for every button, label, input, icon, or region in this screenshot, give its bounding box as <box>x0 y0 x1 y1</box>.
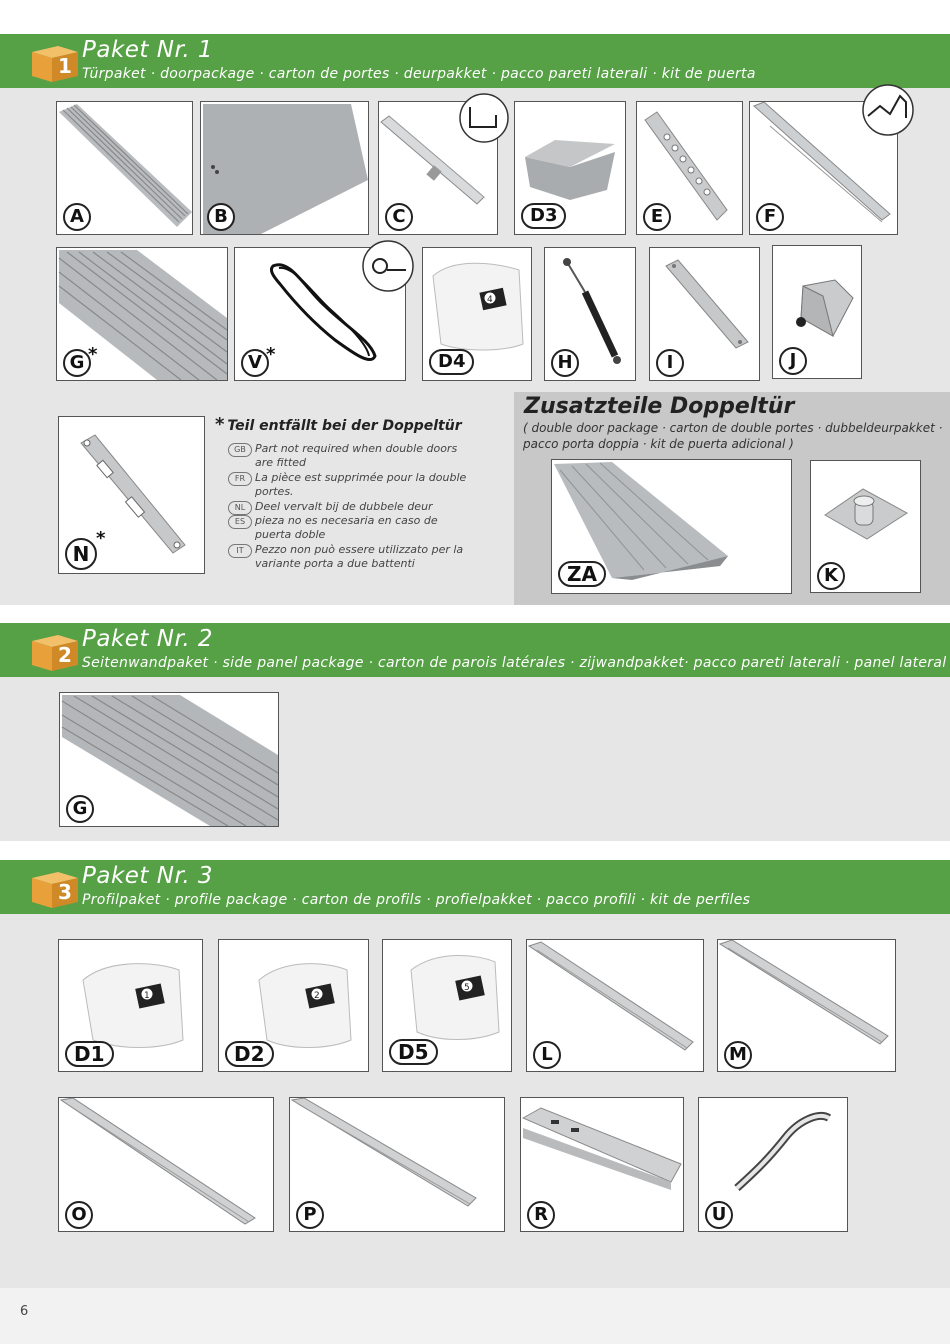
part-g-side-card <box>59 692 279 827</box>
section-2-subtitle: Seitenwandpaket · side panel package · carton de parois latérales · zijwandpakket· pacco pareti laterali · panel lateral <box>82 655 947 671</box>
svg-text:1: 1 <box>58 54 72 78</box>
part-d5-card <box>382 939 512 1072</box>
package-box-icon <box>28 42 80 84</box>
part-label-r: R <box>527 1201 555 1229</box>
part-label-u: U <box>705 1201 733 1229</box>
part-label-g-side: G <box>66 795 94 823</box>
part-b-card <box>200 101 369 235</box>
svg-text:2: 2 <box>314 991 320 1001</box>
c-profile-icon <box>458 93 510 143</box>
part-label-d4: D4 <box>429 349 474 375</box>
package-box-icon <box>28 868 80 910</box>
part-p-card <box>289 1097 505 1232</box>
asterisk-v: * <box>266 344 276 365</box>
part-d4-card <box>422 247 532 381</box>
part-label-d3: D3 <box>521 203 566 229</box>
part-label-m: M <box>724 1041 752 1069</box>
part-d3-card <box>514 101 626 235</box>
svg-text:5: 5 <box>464 983 470 993</box>
part-label-v: V <box>241 349 269 377</box>
seal-profile-icon <box>362 240 414 292</box>
part-r-card <box>520 1097 684 1232</box>
page-number: 6 <box>20 1304 29 1319</box>
part-label-o: O <box>65 1201 93 1229</box>
section-1-subtitle: Türpaket · doorpackage · carton de portes · deurpakket · pacco pareti laterali · kit de puerta <box>82 66 756 82</box>
part-label-a: A <box>63 203 91 231</box>
part-label-f: F <box>756 203 784 231</box>
part-h-card <box>544 247 636 381</box>
section-3-header <box>0 860 950 914</box>
asterisk-n: * <box>96 528 106 549</box>
part-label-b: B <box>207 203 235 231</box>
part-label-l: L <box>533 1041 561 1069</box>
asterisk-g: * <box>88 344 98 365</box>
part-d1-card <box>58 939 203 1072</box>
double-door-title: Zusatzteile Doppeltür <box>524 394 795 419</box>
part-d2-card <box>218 939 369 1072</box>
svg-text:4: 4 <box>487 295 493 305</box>
section-2-header <box>0 623 950 677</box>
part-label-p: P <box>296 1201 324 1229</box>
part-m-card <box>717 939 896 1072</box>
part-label-h: H <box>551 349 579 377</box>
part-n-card <box>58 416 205 574</box>
part-za-card <box>551 459 792 594</box>
section-1-title: Paket Nr. 1 <box>82 37 214 63</box>
part-label-za: ZA <box>558 561 606 587</box>
section-3-subtitle: Profilpaket · profile package · carton de profils · profielpakket · pacco profili · kit de perfiles <box>82 892 751 908</box>
part-label-c: C <box>385 203 413 231</box>
part-l-card <box>526 939 704 1072</box>
f-profile-icon <box>860 84 916 136</box>
part-k-card <box>810 460 921 593</box>
section-1-header <box>0 34 950 88</box>
part-label-i: I <box>656 349 684 377</box>
double-door-subtitle: ( double door package · carton de double portes · dubbeldeurpakket · pacco porta doppia · kit de puerta adicional ) <box>523 421 943 451</box>
part-label-g: G <box>63 349 91 377</box>
part-label-j: J <box>779 347 807 375</box>
part-label-d5: D5 <box>389 1039 438 1065</box>
package-box-icon <box>28 631 80 673</box>
page-footer <box>0 1288 950 1344</box>
part-i-card <box>649 247 760 381</box>
svg-text:1: 1 <box>144 991 150 1001</box>
part-label-e: E <box>643 203 671 231</box>
part-u-card <box>698 1097 848 1232</box>
part-g-card <box>56 247 228 381</box>
part-j-card <box>772 245 862 379</box>
svg-text:3: 3 <box>58 880 72 904</box>
note-heading: * Teil entfällt bei der Doppeltür <box>215 414 462 435</box>
part-a-card <box>56 101 193 235</box>
part-label-d1: D1 <box>65 1041 114 1067</box>
svg-text:2: 2 <box>58 643 72 667</box>
section-2-title: Paket Nr. 2 <box>82 626 214 652</box>
part-o-card <box>58 1097 274 1232</box>
part-label-n: N <box>65 538 97 570</box>
part-label-k: K <box>817 562 845 590</box>
section-3-title: Paket Nr. 3 <box>82 863 214 889</box>
part-label-d2: D2 <box>225 1041 274 1067</box>
part-e-card <box>636 101 743 235</box>
